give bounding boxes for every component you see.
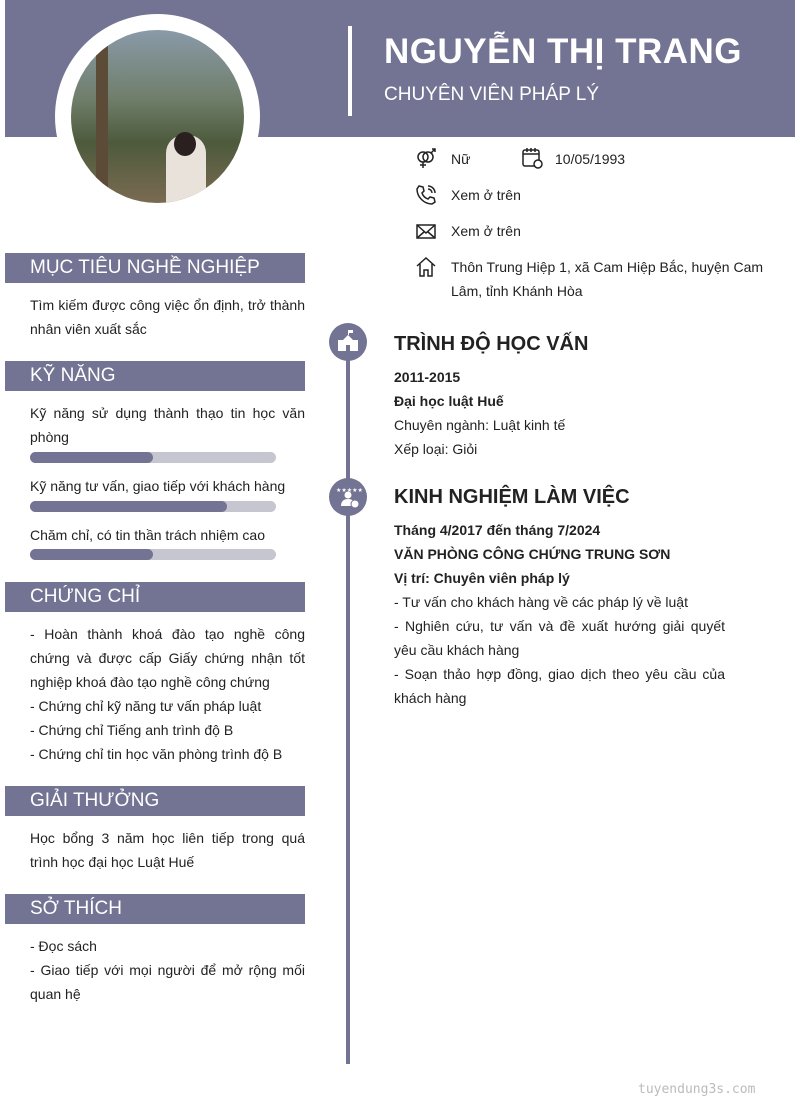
watermark: tuyendung3s.com [638, 1082, 756, 1097]
objective-text: Tìm kiếm được công việc ổn định, trở thành nhân viên xuất sắc [30, 297, 305, 337]
home-icon [415, 256, 437, 278]
gender-value: Nữ [451, 151, 471, 167]
certificate-item: - Chứng chỉ tin học văn phòng trình độ B [30, 746, 283, 762]
education-period: 2011-2015 [394, 369, 461, 385]
skill-bar-fill [30, 549, 153, 560]
awards-text: Học bổng 3 năm học liên tiếp trong quá trình học đại học Luật Huế [30, 830, 305, 870]
school-icon [329, 323, 367, 361]
skill-bar [30, 452, 276, 463]
experience-position: Vị trí: Chuyên viên pháp lý [394, 570, 570, 586]
calendar-icon [521, 147, 543, 169]
section-certificates-heading: CHỨNG CHỈ [5, 582, 305, 612]
section-awards-heading: GIẢI THƯỞNG [5, 786, 305, 816]
section-hobbies-heading: SỞ THÍCH [5, 894, 305, 924]
skill-bar [30, 501, 276, 512]
skill-label: Kỹ năng sử dụng thành thạo tin học văn phòng [30, 405, 305, 445]
certificate-item: - Chứng chỉ kỹ năng tư vấn pháp luật [30, 698, 262, 714]
education-grade: Xếp loại: Giỏi [394, 441, 478, 457]
experience-period: Tháng 4/2017 đến tháng 7/2024 [394, 522, 601, 538]
skill-label: Kỹ năng tư vấn, giao tiếp với khách hàng [30, 478, 286, 494]
education-details [394, 365, 725, 461]
experience-duty: - Nghiên cứu, tư vấn và đề xuất hướng giải quyết yêu cầu khách hàng [394, 618, 725, 658]
certificates-list [30, 622, 305, 766]
education-school: Đại học luật Huế [394, 393, 504, 409]
avatar [71, 30, 244, 203]
phone-icon [415, 184, 437, 206]
svg-text:★★★★★: ★★★★★ [336, 488, 363, 494]
dob-value: 10/05/1993 [555, 151, 626, 167]
hobby-item: - Đọc sách [30, 938, 97, 954]
hobbies-list [30, 934, 305, 1006]
experience-icon [329, 478, 367, 516]
skill-bar-fill [30, 452, 153, 463]
header-divider [348, 26, 352, 116]
section-experience-heading: KINH NGHIỆM LÀM VIỆC [394, 486, 630, 508]
job-title: CHUYÊN VIÊN PHÁP LÝ [384, 84, 600, 105]
experience-company: VĂN PHÒNG CÔNG CHỨNG TRUNG SƠN [394, 546, 671, 562]
section-skills-heading: KỸ NĂNG [5, 361, 305, 391]
section-education-heading: TRÌNH ĐỘ HỌC VẤN [394, 333, 589, 355]
experience-duty: - Tư vấn cho khách hàng về các pháp lý về luật [394, 594, 688, 610]
skill-bar-fill [30, 501, 227, 512]
section-objective-heading: MỤC TIÊU NGHỀ NGHIỆP [5, 253, 305, 283]
candidate-name: NGUYỄN THỊ TRANG [384, 32, 742, 71]
skill-bar [30, 549, 276, 560]
hobby-item: - Giao tiếp với mọi người để mở rộng mối quan hệ [30, 962, 305, 1002]
certificate-item: - Hoàn thành khoá đào tạo nghề công chứng và được cấp Giấy chứng nhận tốt nghiệp khoá đào tạo nghề công chứng [30, 626, 305, 690]
timeline-line [346, 330, 350, 1064]
email-icon [415, 220, 437, 242]
certificate-item: - Chứng chỉ Tiếng anh trình độ B [30, 722, 234, 738]
education-major: Chuyên ngành: Luật kinh tế [394, 417, 566, 433]
email-value: Xem ở trên [451, 223, 521, 239]
phone-value: Xem ở trên [451, 187, 521, 203]
skill-label: Chăm chỉ, có tin thần trách nhiệm cao [30, 527, 266, 543]
gender-icon [415, 148, 437, 170]
address-value: Thôn Trung Hiệp 1, xã Cam Hiệp Bắc, huyện Cam Lâm, tỉnh Khánh Hòa [451, 259, 764, 299]
experience-details [394, 518, 725, 710]
experience-duty: - Soạn thảo hợp đồng, giao dịch theo yêu cầu của khách hàng [394, 666, 725, 706]
